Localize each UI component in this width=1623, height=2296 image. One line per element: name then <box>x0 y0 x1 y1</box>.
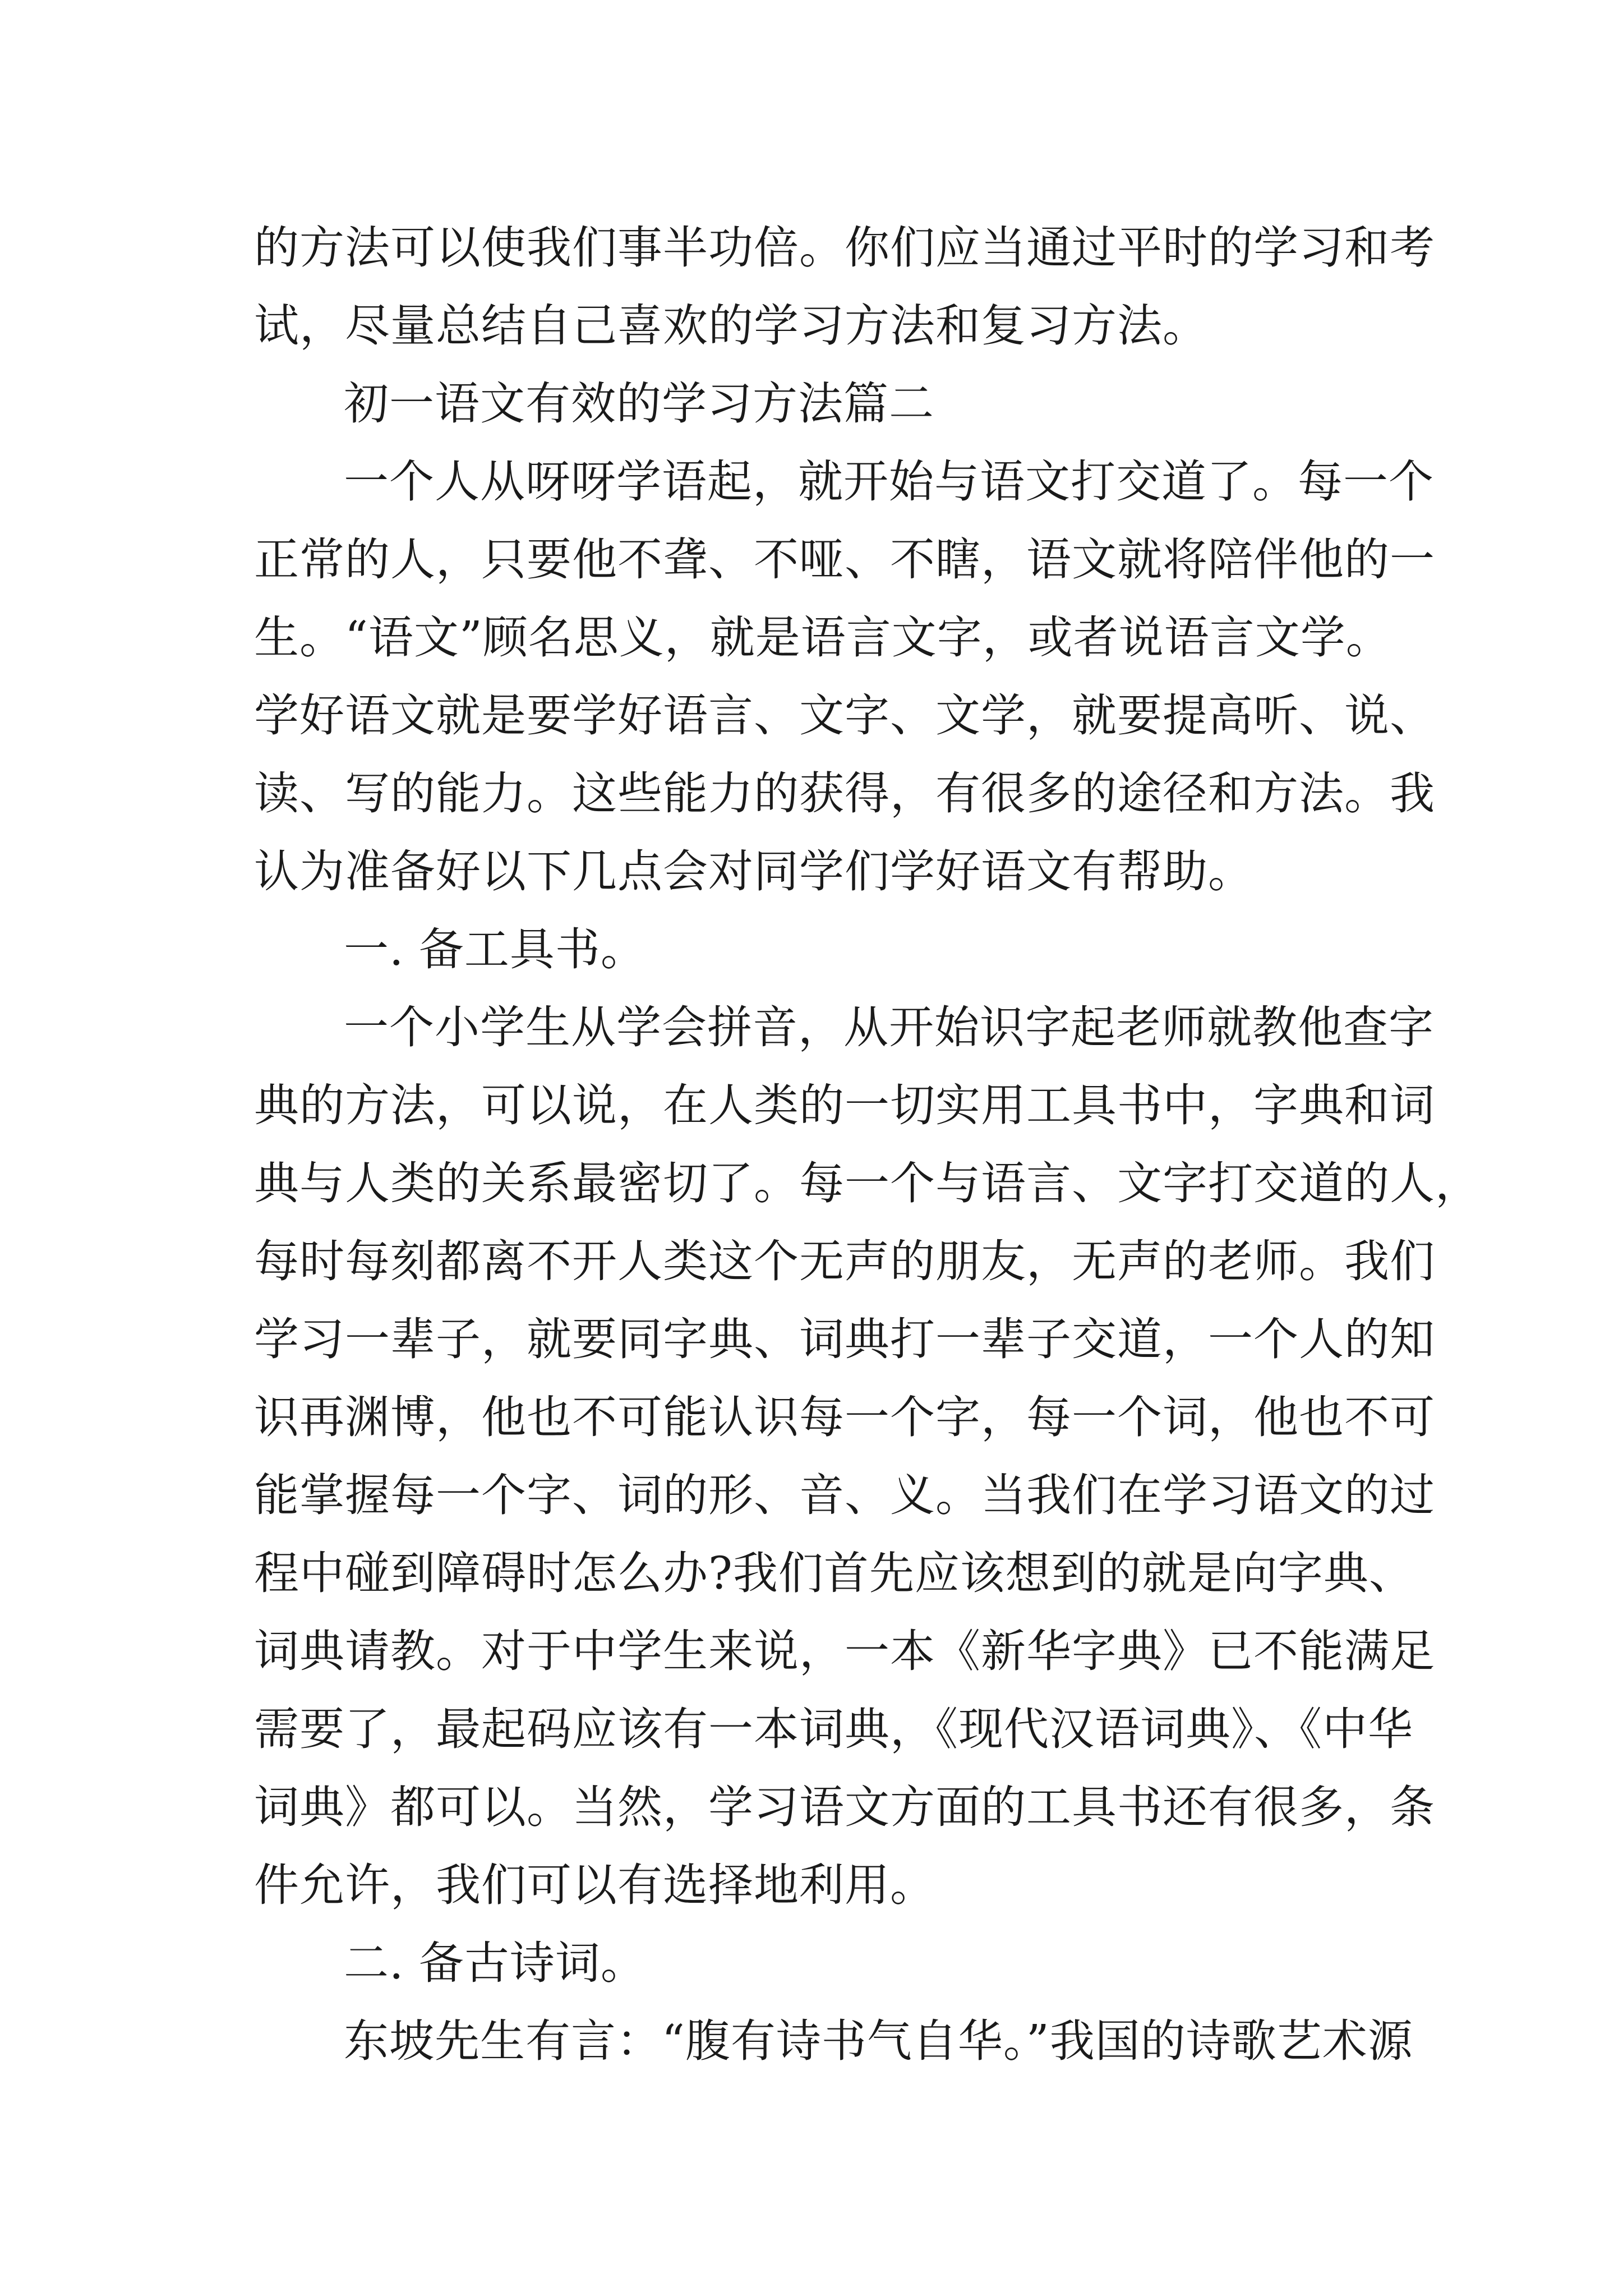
subheading-one: 一. 备工具书。 <box>344 923 646 976</box>
body-line-8: 读、写的能力。这些能力的获得，有很多的途径和方法。我 <box>254 767 1435 820</box>
body-line-13: 典与人类的关系最密切了。每一个与语言、文字打交道的人， <box>254 1157 1481 1209</box>
body-line-22: 件允许，我们可以有选择地利用。 <box>254 1859 935 1911</box>
body-line-9: 认为准备好以下几点会对同学们学好语文有帮助。 <box>254 845 1253 898</box>
body-line-14: 每时每刻都离不开人类这个无声的朋友，无声的老师。我们 <box>254 1235 1435 1287</box>
body-line-12: 典的方法，可以说，在人类的一切实用工具书中，字典和词 <box>254 1079 1435 1131</box>
body-line-24: 东坡先生有言：“腹有诗书气自华。”我国的诗歌艺术源 <box>344 2015 1413 2067</box>
section-heading: 初一语文有效的学习方法篇二 <box>344 378 934 430</box>
body-line-19: 词典请教。对于中学生来说，一本《新华字典》已不能满足 <box>254 1625 1435 1677</box>
body-line-21: 词典》都可以。当然，学习语文方面的工具书还有很多，条 <box>254 1781 1435 1833</box>
subheading-two: 二. 备古诗词。 <box>344 1937 646 1989</box>
body-line-2: 试，尽量总结自己喜欢的学习方法和复习方法。 <box>254 300 1208 352</box>
body-line-15: 学习一辈子，就要同字典、词典打一辈子交道，一个人的知 <box>254 1313 1435 1365</box>
body-line-5: 正常的人，只要他不聋、不哑、不瞎，语文就将陪伴他的一 <box>254 533 1435 586</box>
body-line-17: 能掌握每一个字、词的形、音、义。当我们在学习语文的过 <box>254 1469 1435 1521</box>
body-line-18: 程中碰到障碍时怎么办?我们首先应该想到的就是向字典、 <box>254 1547 1414 1599</box>
body-line-7: 学好语文就是要学好语言、文字、文学，就要提高听、说、 <box>254 689 1435 742</box>
body-line-11: 一个小学生从学会拼音，从开始识字起老师就教他查字 <box>344 1001 1434 1053</box>
body-line-6: 生。“语文”顾名思义，就是语言文字，或者说语言文学。 <box>254 611 1391 664</box>
body-line-4: 一个人从呀呀学语起，就开始与语文打交道了。每一个 <box>344 455 1434 508</box>
body-line-20: 需要了，最起码应该有一本词典，《现代汉语词典》、《中华 <box>254 1703 1413 1755</box>
document-body <box>254 209 1481 2080</box>
body-line-16: 识再渊博，他也不可能认识每一个字，每一个词，他也不可 <box>254 1391 1435 1443</box>
body-line-1: 的方法可以使我们事半功倍。你们应当通过平时的学习和考 <box>254 222 1435 274</box>
